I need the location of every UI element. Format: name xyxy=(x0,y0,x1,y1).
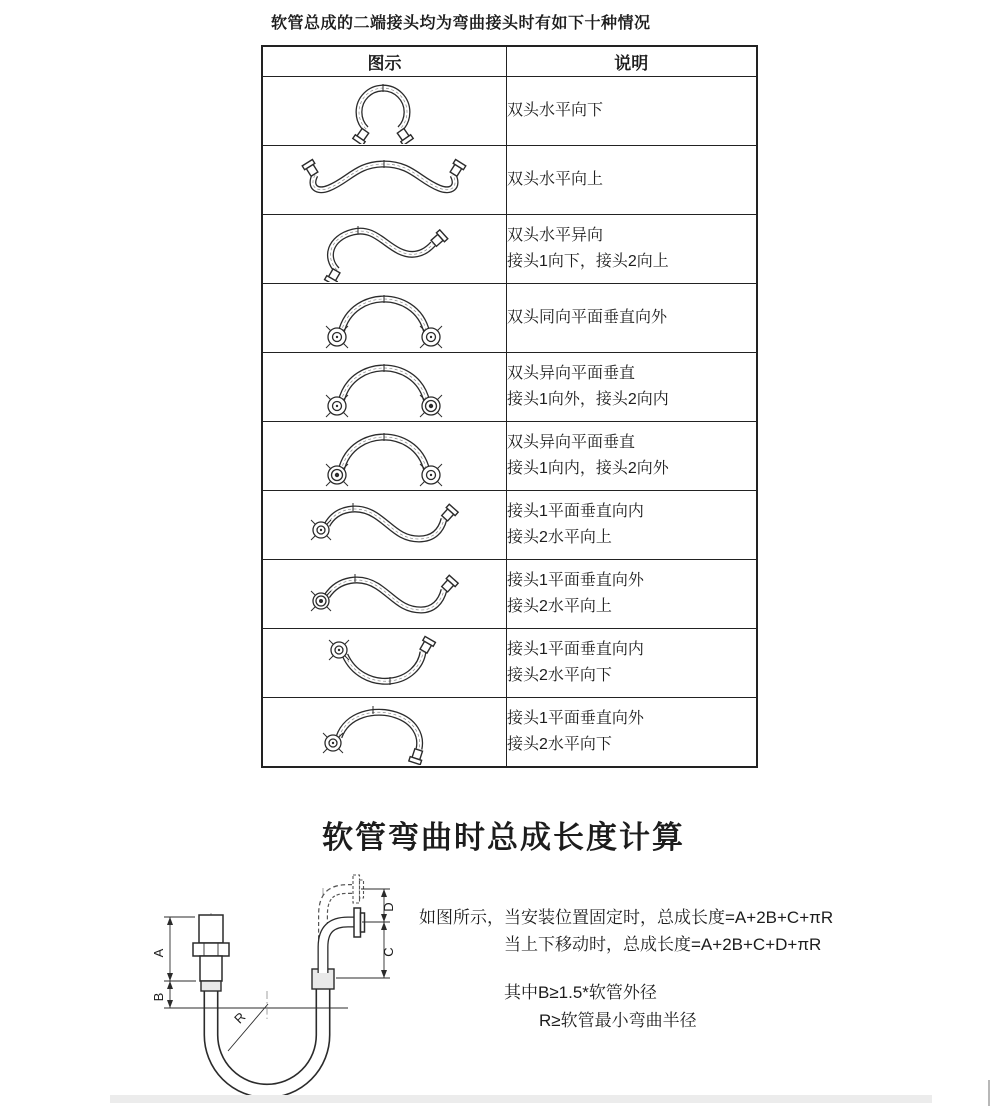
table-row xyxy=(262,560,757,629)
label-B: B xyxy=(151,992,166,1002)
table-row xyxy=(262,77,757,146)
row-description-2: 接头2水平向下 xyxy=(507,736,612,753)
row-description: 双头水平异向 xyxy=(507,227,604,244)
row-description-2: 接头1向外，接头2向内 xyxy=(507,391,669,408)
label-R: R xyxy=(231,1009,249,1027)
label-R-C: C xyxy=(381,947,396,957)
row-description: 双头异向平面垂直 xyxy=(507,365,636,382)
hose-s-flange1-out-end2-up-icon xyxy=(263,561,506,627)
hose-circle-ends-down-icon xyxy=(263,78,506,144)
hose-s-flange1-in-end2-up-icon xyxy=(263,492,506,558)
hose-configurations-table xyxy=(261,45,758,768)
dimension-C-D xyxy=(336,889,396,978)
table-row xyxy=(262,491,757,560)
row-description: 接头1平面垂直向内 xyxy=(507,503,644,520)
header-illustration: 图示 xyxy=(262,46,507,77)
hose-arch-flanges-both-outward-icon xyxy=(263,285,506,351)
row-description-2: 接头1向下，接头2向上 xyxy=(507,253,669,270)
hose-bend-length-diagram xyxy=(60,855,420,1105)
radius-R xyxy=(228,991,268,1051)
row-description-2: 接头2水平向上 xyxy=(507,598,612,615)
row-description: 接头1平面垂直向外 xyxy=(507,710,644,727)
table-row xyxy=(262,146,757,215)
table-row xyxy=(262,353,757,422)
page-edge-shadow xyxy=(988,1080,990,1106)
table-row xyxy=(262,422,757,491)
row-description-2: 接头2水平向下 xyxy=(507,667,612,684)
hose-s-end1-down-end2-up-icon xyxy=(263,216,506,282)
dimension-A-B xyxy=(151,917,196,1008)
tube-centerline xyxy=(211,885,323,1091)
row-description: 双头水平向上 xyxy=(507,171,604,188)
row-description: 双头水平向下 xyxy=(507,102,604,119)
hose-arch-flange1-out-end2-down-icon xyxy=(263,699,506,765)
intro-title: 软管总成的二端接头均为弯曲接头时有如下十种情况 xyxy=(271,15,651,32)
row-description-2: 接头1向内，接头2向外 xyxy=(507,460,669,477)
row-description: 双头异向平面垂直 xyxy=(507,434,636,451)
straight-fitting xyxy=(193,915,229,991)
label-D: D xyxy=(381,902,396,912)
formula-fixed-position: 如图所示，当安装位置固定时，总成长度=A+2B+C+πR xyxy=(419,908,834,927)
table-row xyxy=(262,698,757,768)
hose-dip-flange1-in-end2-down-icon xyxy=(263,630,506,696)
header-description: 说明 xyxy=(507,46,757,77)
row-description: 接头1平面垂直向内 xyxy=(507,641,644,658)
hose-wave-ends-up-icon xyxy=(263,147,506,213)
hose-arch-flange1-out-flange2-in-icon xyxy=(263,354,506,420)
note-r-constraint: R≥软管最小弯曲半径 xyxy=(539,1011,697,1030)
note-b-constraint: 其中B≥1.5*软管外径 xyxy=(504,983,657,1002)
hose-arch-flange1-in-flange2-out-icon xyxy=(263,423,506,489)
section-title: 软管弯曲时总成长度计算 xyxy=(322,820,685,855)
formula-moving-position: 当上下移动时，总成长度=A+2B+C+D+πR xyxy=(504,935,822,954)
table-row xyxy=(262,284,757,353)
row-description: 双头同向平面垂直向外 xyxy=(507,309,668,326)
table-header-row xyxy=(262,46,757,77)
table-row xyxy=(262,629,757,698)
label-A: A xyxy=(151,948,166,958)
row-description: 接头1平面垂直向外 xyxy=(507,572,644,589)
row-description-2: 接头2水平向上 xyxy=(507,529,612,546)
table-row xyxy=(262,215,757,284)
page-bottom-strip xyxy=(110,1095,932,1103)
